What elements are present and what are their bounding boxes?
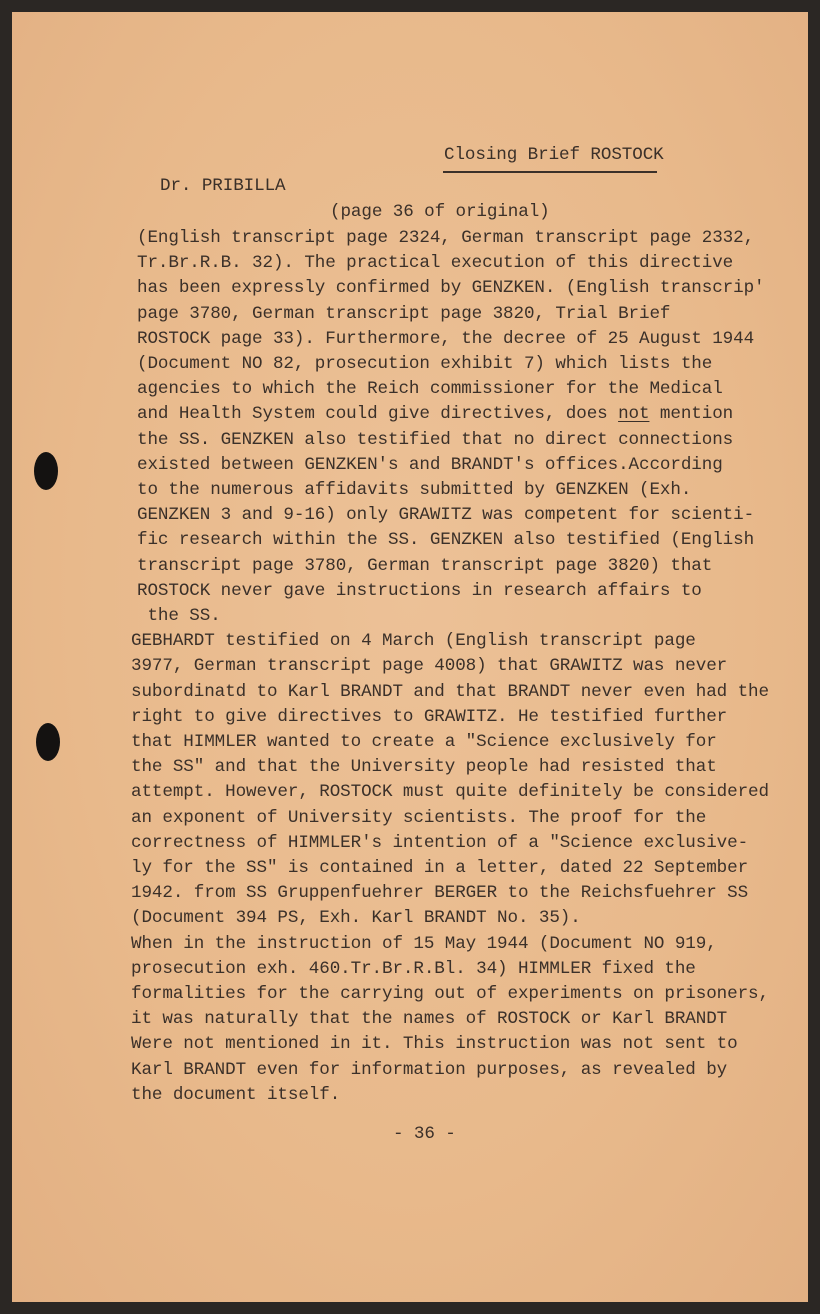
text-line: prosecution exh. 460.Tr.Br.R.Bl. 34) HIMMLER fixed the bbox=[131, 958, 696, 979]
text-segment: mention bbox=[649, 404, 734, 425]
text-line: (English transcript page 2324, German transcript page 2332, bbox=[137, 228, 755, 248]
underlined-word: not bbox=[618, 404, 650, 425]
text-line: When in the instruction of 15 May 1944 (Document NO 919, bbox=[131, 933, 717, 954]
text-line: (Document NO 82, prosecution exhibit 7) which lists the bbox=[137, 354, 713, 374]
text-line: the SS. bbox=[137, 606, 221, 626]
text-line: the SS" and that the University people had resisted that bbox=[131, 757, 717, 778]
text-line: that HIMMLER wanted to create a "Science exclusively for bbox=[131, 732, 717, 752]
text-segment: and Health System could give directives, does bbox=[137, 404, 619, 425]
text-line: page 3780, German transcript page 3820, Trial Brief bbox=[137, 303, 671, 324]
text-line bbox=[137, 404, 733, 424]
text-line: ROSTOCK page 33). Furthermore, the decree of 25 August 1944 bbox=[137, 328, 755, 349]
text-line: has been expressly confirmed by GENZKEN. (English transcrip' bbox=[137, 278, 765, 299]
text-line: Karl BRANDT even for information purposes, as revealed by bbox=[131, 1059, 728, 1080]
text-line: existed between GENZKEN's and BRANDT's offices.According bbox=[137, 454, 723, 475]
page-number: - 36 - bbox=[393, 1124, 456, 1144]
text-line: 1942. from SS Gruppenfuehrer BERGER to the Reichsfuehrer SS bbox=[131, 883, 749, 904]
punch-hole-icon bbox=[34, 452, 58, 490]
text-line: it was naturally that the names of ROSTOCK or Karl BRANDT bbox=[131, 1009, 728, 1030]
text-line: Tr.Br.R.B. 32). The practical execution of this directive bbox=[137, 253, 734, 274]
text-line: transcript page 3780, German transcript page 3820) that bbox=[137, 555, 713, 576]
addressee: Dr. PRIBILLA bbox=[160, 176, 286, 196]
text-line: to the numerous affidavits submitted by GENZKEN (Exh. bbox=[137, 480, 692, 500]
text-line: Were not mentioned in it. This instruction was not sent to bbox=[131, 1034, 738, 1055]
text-line: agencies to which the Reich commissioner for the Medical bbox=[137, 379, 723, 400]
text-line: GENZKEN 3 and 9-16) only GRAWITZ was competent for scienti- bbox=[137, 505, 755, 526]
text-line: right to give directives to GRAWITZ. He testified further bbox=[131, 706, 728, 727]
original-page-note: (page 36 of original) bbox=[330, 202, 550, 222]
punch-hole-icon bbox=[36, 723, 60, 761]
text-line: an exponent of University scientists. The proof for the bbox=[131, 807, 707, 828]
text-line: (Document 394 PS, Exh. Karl BRANDT No. 35). bbox=[131, 908, 581, 929]
text-line: GEBHARDT testified on 4 March (English transcript page bbox=[131, 631, 696, 652]
text-line: formalities for the carrying out of experiments on prisoners, bbox=[131, 984, 769, 1004]
text-line: subordinatd to Karl BRANDT and that BRANDT never even had the bbox=[131, 681, 769, 702]
text-line: attempt. However, ROSTOCK must quite definitely be considered bbox=[131, 782, 769, 803]
text-line: ROSTOCK never gave instructions in research affairs to bbox=[137, 580, 702, 601]
text-line: 3977, German transcript page 4008) that GRAWITZ was never bbox=[131, 656, 728, 677]
text-line: fic research within the SS. GENZKEN also testified (English bbox=[137, 530, 755, 551]
document-header: Closing Brief ROSTOCK bbox=[444, 145, 664, 165]
text-line: ly for the SS" is contained in a letter, dated 22 September bbox=[131, 858, 749, 878]
header-underline bbox=[443, 171, 657, 173]
text-line: the SS. GENZKEN also testified that no direct connections bbox=[137, 429, 734, 450]
text-line: the document itself. bbox=[131, 1084, 341, 1105]
text-line: correctness of HIMMLER's intention of a "Science exclusive- bbox=[131, 832, 749, 853]
